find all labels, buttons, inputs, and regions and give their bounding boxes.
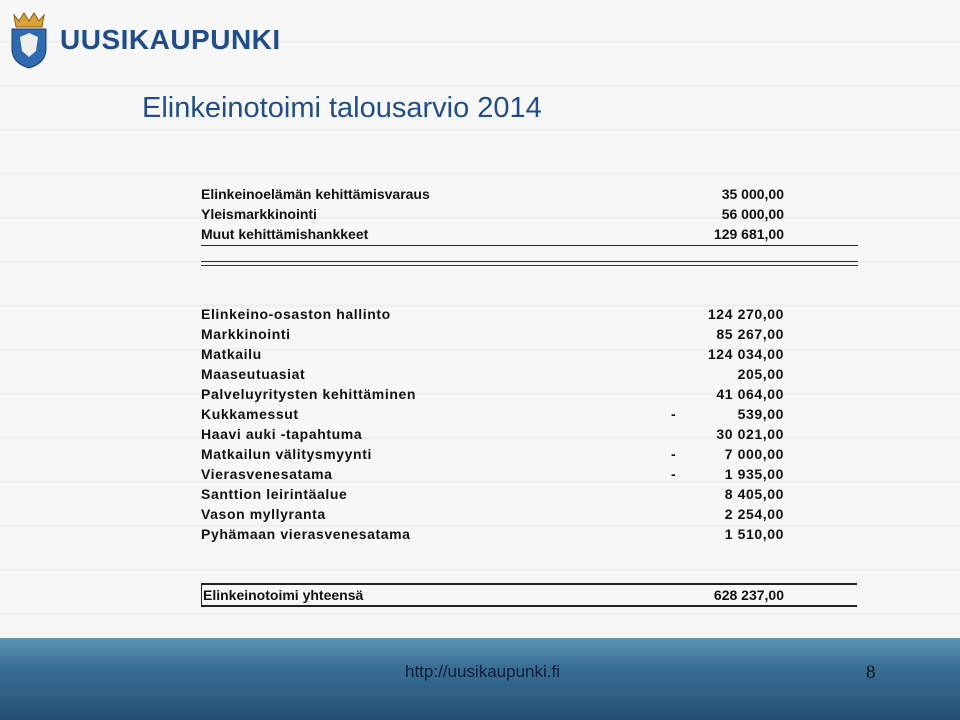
row-label: Matkailu: [201, 346, 262, 362]
row-label: Elinkeinoelämän kehittämisvaraus: [201, 186, 430, 202]
table-row: [201, 466, 858, 486]
table-row: [201, 506, 858, 526]
row-amount: 8 405,00: [724, 486, 784, 502]
table-row: [201, 386, 858, 406]
row-amount: 1 510,00: [724, 526, 784, 542]
row-amount: 56 000,00: [721, 206, 784, 222]
row-label: Pyhämaan vierasvenesatama: [201, 526, 411, 542]
row-label: Maaseutuasiat: [201, 366, 306, 382]
table-row: [201, 366, 858, 386]
table-row: [201, 526, 858, 546]
table-row: [201, 426, 858, 446]
table-row: [201, 306, 858, 326]
row-amount: 205,00: [737, 366, 784, 382]
table-row: [201, 346, 858, 366]
row-amount: 41 064,00: [716, 386, 784, 402]
footer-link[interactable]: http://uusikaupunki.fi: [405, 662, 560, 681]
row-amount: 124 270,00: [707, 306, 784, 322]
coat-of-arms-icon: [8, 11, 50, 69]
double-rule: [201, 261, 858, 266]
row-label: Yleismarkkinointi: [201, 206, 317, 222]
row-amount: 30 021,00: [716, 426, 784, 442]
row-amount: 2 254,00: [724, 506, 784, 522]
row-label: Matkailun välitysmyynti: [201, 446, 372, 462]
table-row: [201, 226, 858, 246]
section-divider: [201, 245, 858, 246]
table-row: [201, 446, 858, 466]
logo: [8, 8, 281, 72]
row-label: Santtion leirintäalue: [201, 486, 348, 502]
row-amount: 124 034,00: [707, 346, 784, 362]
page-title: Elinkeinotoimi talousarvio 2014: [142, 92, 542, 124]
row-amount: 129 681,00: [713, 226, 784, 242]
row-sign: -: [671, 466, 677, 482]
row-amount: 1 935,00: [724, 466, 784, 482]
total-row: [201, 587, 858, 607]
page-number: 8: [866, 662, 876, 683]
row-label: Muut kehittämishankkeet: [201, 226, 369, 242]
row-label: Markkinointi: [201, 326, 291, 342]
table-row: [201, 406, 858, 426]
row-label: Palveluyritysten kehittäminen: [201, 386, 417, 402]
row-sign: -: [671, 446, 677, 462]
row-label: Vierasvenesatama: [201, 466, 333, 482]
row-label: Haavi auki -tapahtuma: [201, 426, 363, 442]
row-label: Elinkeino-osaston hallinto: [201, 306, 391, 322]
total-label: Elinkeinotoimi yhteensä: [203, 587, 364, 603]
row-label: Vason myllyranta: [201, 506, 326, 522]
row-amount: 85 267,00: [716, 326, 784, 342]
row-label: Kukkamessut: [201, 406, 299, 422]
table-row: [201, 206, 858, 226]
row-amount: 7 000,00: [724, 446, 784, 462]
row-amount: 35 000,00: [721, 186, 784, 202]
total-amount: 628 237,00: [713, 587, 784, 603]
row-amount: 539,00: [737, 406, 784, 422]
table-row: [201, 186, 858, 206]
row-sign: -: [671, 406, 677, 422]
logo-text: UUSIKAUPUNKI: [60, 24, 281, 55]
table-row: [201, 486, 858, 506]
table-row: [201, 326, 858, 346]
